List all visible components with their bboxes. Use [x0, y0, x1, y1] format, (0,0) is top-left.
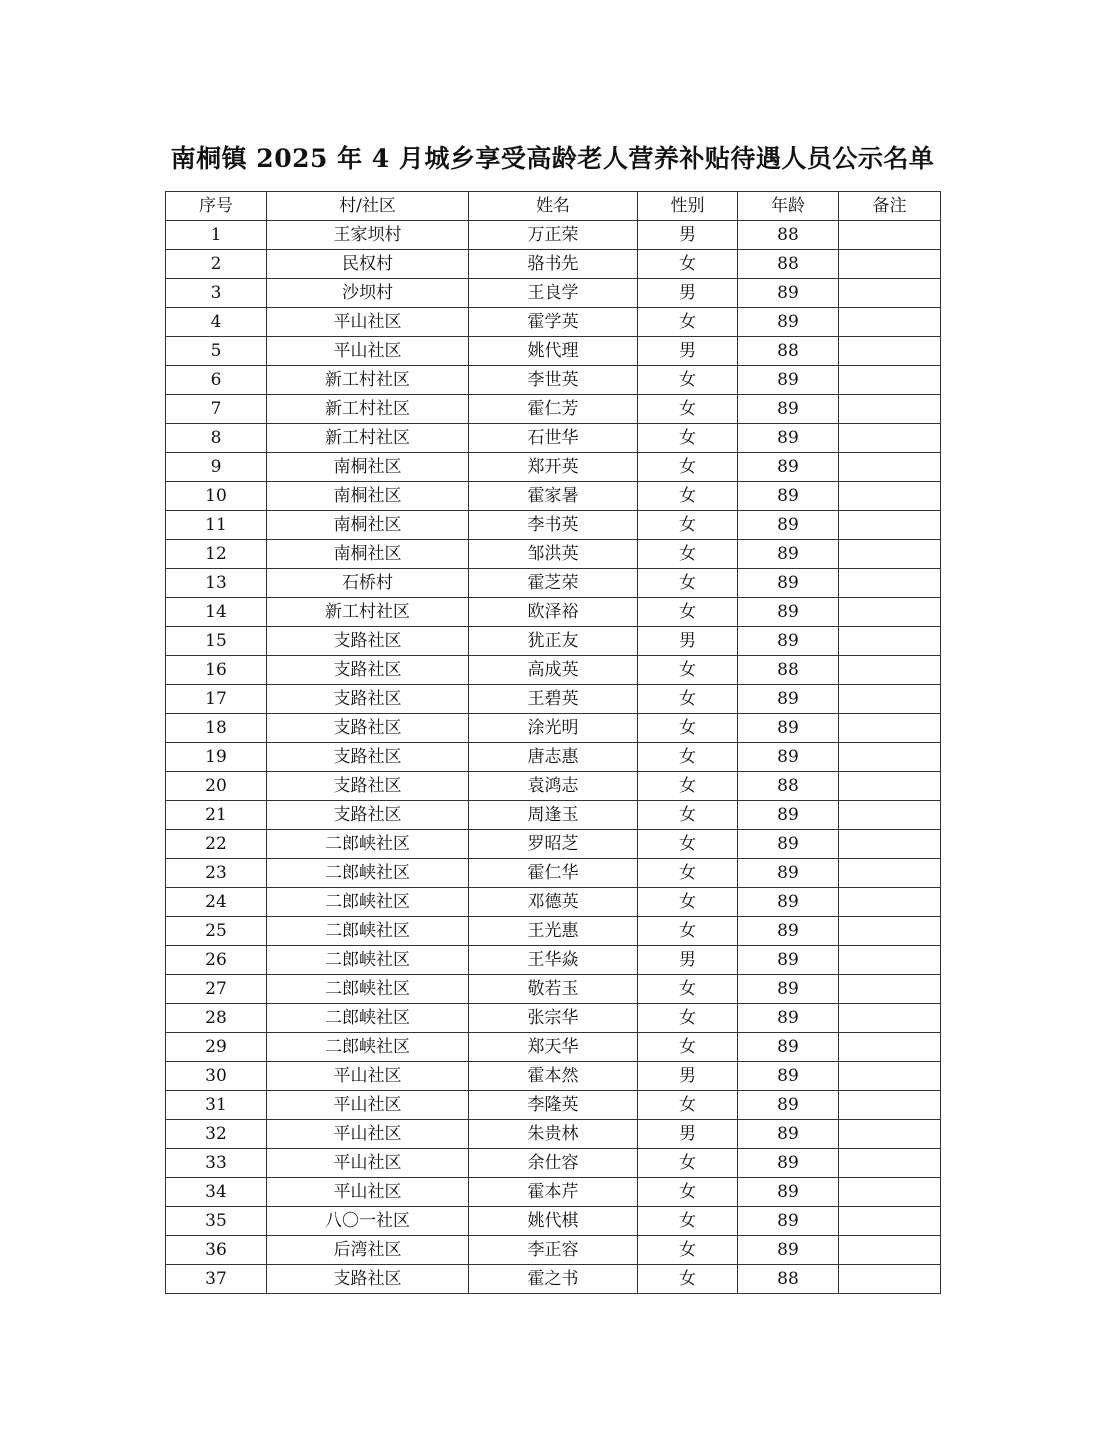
table-row	[166, 453, 941, 482]
table-row	[166, 946, 941, 975]
cell-gender: 男	[638, 627, 738, 656]
cell-remark	[839, 598, 941, 627]
cell-gender: 男	[638, 946, 738, 975]
table-row	[166, 337, 941, 366]
cell-age: 89	[738, 308, 839, 337]
roster-table	[165, 191, 941, 1294]
cell-village: 平山社区	[267, 1178, 469, 1207]
cell-age: 89	[738, 1004, 839, 1033]
cell-gender: 女	[638, 1033, 738, 1062]
cell-gender: 女	[638, 917, 738, 946]
cell-gender: 女	[638, 975, 738, 1004]
cell-remark	[839, 772, 941, 801]
cell-remark	[839, 540, 941, 569]
cell-gender: 女	[638, 1091, 738, 1120]
cell-age: 89	[738, 1207, 839, 1236]
cell-gender: 男	[638, 337, 738, 366]
cell-gender: 女	[638, 308, 738, 337]
table-row	[166, 772, 941, 801]
cell-remark	[839, 1178, 941, 1207]
cell-village: 支路社区	[267, 714, 469, 743]
cell-village: 二郎峡社区	[267, 1033, 469, 1062]
table-row	[166, 1091, 941, 1120]
cell-village: 平山社区	[267, 1149, 469, 1178]
cell-serial-number: 1	[166, 221, 267, 250]
cell-village: 二郎峡社区	[267, 975, 469, 1004]
cell-age: 89	[738, 453, 839, 482]
cell-village: 南桐社区	[267, 511, 469, 540]
cell-serial-number: 23	[166, 859, 267, 888]
cell-gender: 男	[638, 221, 738, 250]
cell-village: 王家坝村	[267, 221, 469, 250]
table-row	[166, 1062, 941, 1091]
cell-serial-number: 8	[166, 424, 267, 453]
table-row	[166, 888, 941, 917]
cell-name: 李隆英	[469, 1091, 638, 1120]
cell-name: 李世英	[469, 366, 638, 395]
cell-remark	[839, 859, 941, 888]
cell-gender: 女	[638, 366, 738, 395]
cell-gender: 女	[638, 830, 738, 859]
cell-village: 南桐社区	[267, 453, 469, 482]
cell-remark	[839, 743, 941, 772]
cell-gender: 女	[638, 1004, 738, 1033]
cell-village: 南桐社区	[267, 482, 469, 511]
cell-serial-number: 10	[166, 482, 267, 511]
table-row	[166, 1004, 941, 1033]
cell-serial-number: 14	[166, 598, 267, 627]
table-row	[166, 540, 941, 569]
cell-gender: 女	[638, 511, 738, 540]
cell-age: 89	[738, 279, 839, 308]
cell-gender: 女	[638, 888, 738, 917]
cell-remark	[839, 308, 941, 337]
cell-remark	[839, 714, 941, 743]
cell-gender: 女	[638, 859, 738, 888]
cell-gender: 女	[638, 598, 738, 627]
cell-age: 89	[738, 830, 839, 859]
cell-age: 88	[738, 250, 839, 279]
cell-gender: 男	[638, 1062, 738, 1091]
cell-village: 支路社区	[267, 627, 469, 656]
cell-serial-number: 13	[166, 569, 267, 598]
cell-age: 89	[738, 1236, 839, 1265]
cell-gender: 女	[638, 569, 738, 598]
cell-remark	[839, 1120, 941, 1149]
cell-age: 89	[738, 1091, 839, 1120]
header-gender: 性别	[638, 192, 738, 221]
cell-serial-number: 20	[166, 772, 267, 801]
cell-name: 王良学	[469, 279, 638, 308]
cell-age: 89	[738, 888, 839, 917]
cell-serial-number: 16	[166, 656, 267, 685]
cell-age: 89	[738, 1178, 839, 1207]
cell-serial-number: 12	[166, 540, 267, 569]
cell-name: 李书英	[469, 511, 638, 540]
cell-remark	[839, 975, 941, 1004]
cell-village: 南桐社区	[267, 540, 469, 569]
cell-age: 89	[738, 743, 839, 772]
cell-village: 支路社区	[267, 685, 469, 714]
cell-gender: 男	[638, 279, 738, 308]
table-row	[166, 598, 941, 627]
cell-remark	[839, 1062, 941, 1091]
cell-serial-number: 6	[166, 366, 267, 395]
cell-name: 姚代棋	[469, 1207, 638, 1236]
cell-serial-number: 7	[166, 395, 267, 424]
cell-gender: 女	[638, 772, 738, 801]
cell-name: 欧泽裕	[469, 598, 638, 627]
cell-village: 二郎峡社区	[267, 830, 469, 859]
cell-village: 八〇一社区	[267, 1207, 469, 1236]
cell-gender: 女	[638, 395, 738, 424]
cell-age: 88	[738, 656, 839, 685]
cell-age: 89	[738, 569, 839, 598]
cell-serial-number: 3	[166, 279, 267, 308]
cell-age: 89	[738, 627, 839, 656]
cell-serial-number: 5	[166, 337, 267, 366]
header-village: 村/社区	[267, 192, 469, 221]
cell-serial-number: 9	[166, 453, 267, 482]
cell-name: 霍本然	[469, 1062, 638, 1091]
cell-village: 新工村社区	[267, 598, 469, 627]
cell-gender: 女	[638, 482, 738, 511]
cell-remark	[839, 1004, 941, 1033]
page-title: 南桐镇 2025 年 4 月城乡享受高龄老人营养补贴待遇人员公示名单	[170, 144, 935, 173]
cell-age: 89	[738, 540, 839, 569]
table-row	[166, 221, 941, 250]
cell-age: 89	[738, 946, 839, 975]
cell-name: 邓德英	[469, 888, 638, 917]
cell-age: 89	[738, 598, 839, 627]
cell-village: 平山社区	[267, 337, 469, 366]
cell-age: 89	[738, 917, 839, 946]
cell-remark	[839, 946, 941, 975]
table-header-row	[166, 192, 941, 221]
cell-serial-number: 24	[166, 888, 267, 917]
cell-village: 支路社区	[267, 743, 469, 772]
table-row	[166, 1120, 941, 1149]
cell-village: 二郎峡社区	[267, 859, 469, 888]
cell-name: 姚代理	[469, 337, 638, 366]
cell-village: 支路社区	[267, 656, 469, 685]
cell-serial-number: 28	[166, 1004, 267, 1033]
cell-name: 郑天华	[469, 1033, 638, 1062]
cell-name: 周逢玉	[469, 801, 638, 830]
cell-gender: 女	[638, 685, 738, 714]
cell-village: 沙坝村	[267, 279, 469, 308]
cell-gender: 女	[638, 801, 738, 830]
table-row	[166, 830, 941, 859]
cell-remark	[839, 395, 941, 424]
table-row	[166, 975, 941, 1004]
cell-serial-number: 18	[166, 714, 267, 743]
table-row	[166, 917, 941, 946]
cell-village: 支路社区	[267, 1265, 469, 1294]
cell-serial-number: 19	[166, 743, 267, 772]
cell-serial-number: 29	[166, 1033, 267, 1062]
cell-gender: 女	[638, 656, 738, 685]
cell-serial-number: 27	[166, 975, 267, 1004]
cell-name: 王光惠	[469, 917, 638, 946]
table-row	[166, 859, 941, 888]
cell-village: 平山社区	[267, 1120, 469, 1149]
cell-age: 89	[738, 714, 839, 743]
cell-serial-number: 4	[166, 308, 267, 337]
cell-remark	[839, 424, 941, 453]
cell-age: 89	[738, 395, 839, 424]
cell-gender: 女	[638, 743, 738, 772]
cell-age: 89	[738, 424, 839, 453]
table-row	[166, 511, 941, 540]
cell-gender: 女	[638, 540, 738, 569]
table-row	[166, 685, 941, 714]
cell-name: 霍仁华	[469, 859, 638, 888]
header-name: 姓名	[469, 192, 638, 221]
cell-name: 霍本芹	[469, 1178, 638, 1207]
cell-name: 罗昭芝	[469, 830, 638, 859]
cell-remark	[839, 221, 941, 250]
cell-serial-number: 35	[166, 1207, 267, 1236]
cell-serial-number: 25	[166, 917, 267, 946]
table-row	[166, 1207, 941, 1236]
cell-village: 新工村社区	[267, 395, 469, 424]
cell-remark	[839, 1265, 941, 1294]
cell-name: 犹正友	[469, 627, 638, 656]
cell-age: 89	[738, 859, 839, 888]
cell-remark	[839, 1033, 941, 1062]
header-age: 年龄	[738, 192, 839, 221]
cell-serial-number: 2	[166, 250, 267, 279]
cell-name: 霍学英	[469, 308, 638, 337]
cell-village: 二郎峡社区	[267, 917, 469, 946]
table-row	[166, 424, 941, 453]
cell-remark	[839, 685, 941, 714]
cell-village: 平山社区	[267, 1062, 469, 1091]
cell-remark	[839, 337, 941, 366]
table-row	[166, 627, 941, 656]
cell-name: 王华焱	[469, 946, 638, 975]
cell-serial-number: 26	[166, 946, 267, 975]
cell-name: 高成英	[469, 656, 638, 685]
cell-gender: 女	[638, 1149, 738, 1178]
cell-name: 骆书先	[469, 250, 638, 279]
cell-village: 新工村社区	[267, 366, 469, 395]
cell-remark	[839, 482, 941, 511]
cell-name: 敬若玉	[469, 975, 638, 1004]
cell-name: 朱贵林	[469, 1120, 638, 1149]
cell-name: 张宗华	[469, 1004, 638, 1033]
table-row	[166, 250, 941, 279]
header-serial-number: 序号	[166, 192, 267, 221]
cell-remark	[839, 366, 941, 395]
cell-remark	[839, 1091, 941, 1120]
table-row	[166, 482, 941, 511]
cell-village: 后湾社区	[267, 1236, 469, 1265]
cell-name: 袁鸿志	[469, 772, 638, 801]
cell-remark	[839, 1207, 941, 1236]
cell-remark	[839, 627, 941, 656]
cell-village: 新工村社区	[267, 424, 469, 453]
cell-name: 李正容	[469, 1236, 638, 1265]
cell-remark	[839, 830, 941, 859]
table-body	[166, 221, 941, 1294]
cell-age: 89	[738, 1062, 839, 1091]
table-row	[166, 279, 941, 308]
cell-remark	[839, 888, 941, 917]
cell-name: 邹洪英	[469, 540, 638, 569]
table-row	[166, 366, 941, 395]
cell-name: 余仕容	[469, 1149, 638, 1178]
cell-village: 平山社区	[267, 1091, 469, 1120]
table-row	[166, 1265, 941, 1294]
cell-serial-number: 15	[166, 627, 267, 656]
cell-gender: 女	[638, 250, 738, 279]
table-row	[166, 1033, 941, 1062]
cell-age: 89	[738, 482, 839, 511]
table-row	[166, 714, 941, 743]
cell-age: 88	[738, 221, 839, 250]
cell-remark	[839, 917, 941, 946]
cell-remark	[839, 279, 941, 308]
table-row	[166, 743, 941, 772]
cell-serial-number: 33	[166, 1149, 267, 1178]
cell-gender: 女	[638, 424, 738, 453]
table-row	[166, 1149, 941, 1178]
cell-name: 石世华	[469, 424, 638, 453]
cell-serial-number: 21	[166, 801, 267, 830]
cell-serial-number: 30	[166, 1062, 267, 1091]
cell-serial-number: 32	[166, 1120, 267, 1149]
cell-age: 89	[738, 511, 839, 540]
table-row	[166, 656, 941, 685]
cell-age: 88	[738, 337, 839, 366]
table-row	[166, 569, 941, 598]
cell-village: 二郎峡社区	[267, 946, 469, 975]
cell-serial-number: 17	[166, 685, 267, 714]
cell-name: 霍家暑	[469, 482, 638, 511]
cell-serial-number: 34	[166, 1178, 267, 1207]
cell-age: 89	[738, 801, 839, 830]
table-row	[166, 801, 941, 830]
cell-name: 郑开英	[469, 453, 638, 482]
cell-age: 89	[738, 366, 839, 395]
cell-village: 支路社区	[267, 772, 469, 801]
cell-remark	[839, 569, 941, 598]
cell-remark	[839, 1236, 941, 1265]
cell-remark	[839, 511, 941, 540]
cell-name: 霍之书	[469, 1265, 638, 1294]
cell-remark	[839, 801, 941, 830]
cell-age: 89	[738, 1149, 839, 1178]
table-row	[166, 308, 941, 337]
cell-age: 88	[738, 772, 839, 801]
cell-serial-number: 31	[166, 1091, 267, 1120]
cell-gender: 女	[638, 714, 738, 743]
cell-gender: 女	[638, 1265, 738, 1294]
cell-name: 霍芝荣	[469, 569, 638, 598]
cell-village: 平山社区	[267, 308, 469, 337]
cell-name: 涂光明	[469, 714, 638, 743]
cell-village: 支路社区	[267, 801, 469, 830]
cell-village: 二郎峡社区	[267, 1004, 469, 1033]
cell-age: 89	[738, 1120, 839, 1149]
table-row	[166, 395, 941, 424]
cell-remark	[839, 1149, 941, 1178]
cell-age: 89	[738, 975, 839, 1004]
cell-village: 民权村	[267, 250, 469, 279]
cell-name: 霍仁芳	[469, 395, 638, 424]
cell-gender: 女	[638, 453, 738, 482]
table-row	[166, 1236, 941, 1265]
cell-gender: 男	[638, 1120, 738, 1149]
cell-village: 二郎峡社区	[267, 888, 469, 917]
cell-remark	[839, 656, 941, 685]
cell-village: 石桥村	[267, 569, 469, 598]
cell-name: 唐志惠	[469, 743, 638, 772]
cell-remark	[839, 250, 941, 279]
cell-remark	[839, 453, 941, 482]
cell-age: 88	[738, 1265, 839, 1294]
cell-name: 万正荣	[469, 221, 638, 250]
header-remark: 备注	[839, 192, 941, 221]
cell-serial-number: 37	[166, 1265, 267, 1294]
cell-age: 89	[738, 1033, 839, 1062]
cell-name: 王碧英	[469, 685, 638, 714]
cell-gender: 女	[638, 1178, 738, 1207]
table-row	[166, 1178, 941, 1207]
cell-serial-number: 22	[166, 830, 267, 859]
cell-serial-number: 11	[166, 511, 267, 540]
cell-gender: 女	[638, 1207, 738, 1236]
cell-age: 89	[738, 685, 839, 714]
cell-gender: 女	[638, 1236, 738, 1265]
cell-serial-number: 36	[166, 1236, 267, 1265]
